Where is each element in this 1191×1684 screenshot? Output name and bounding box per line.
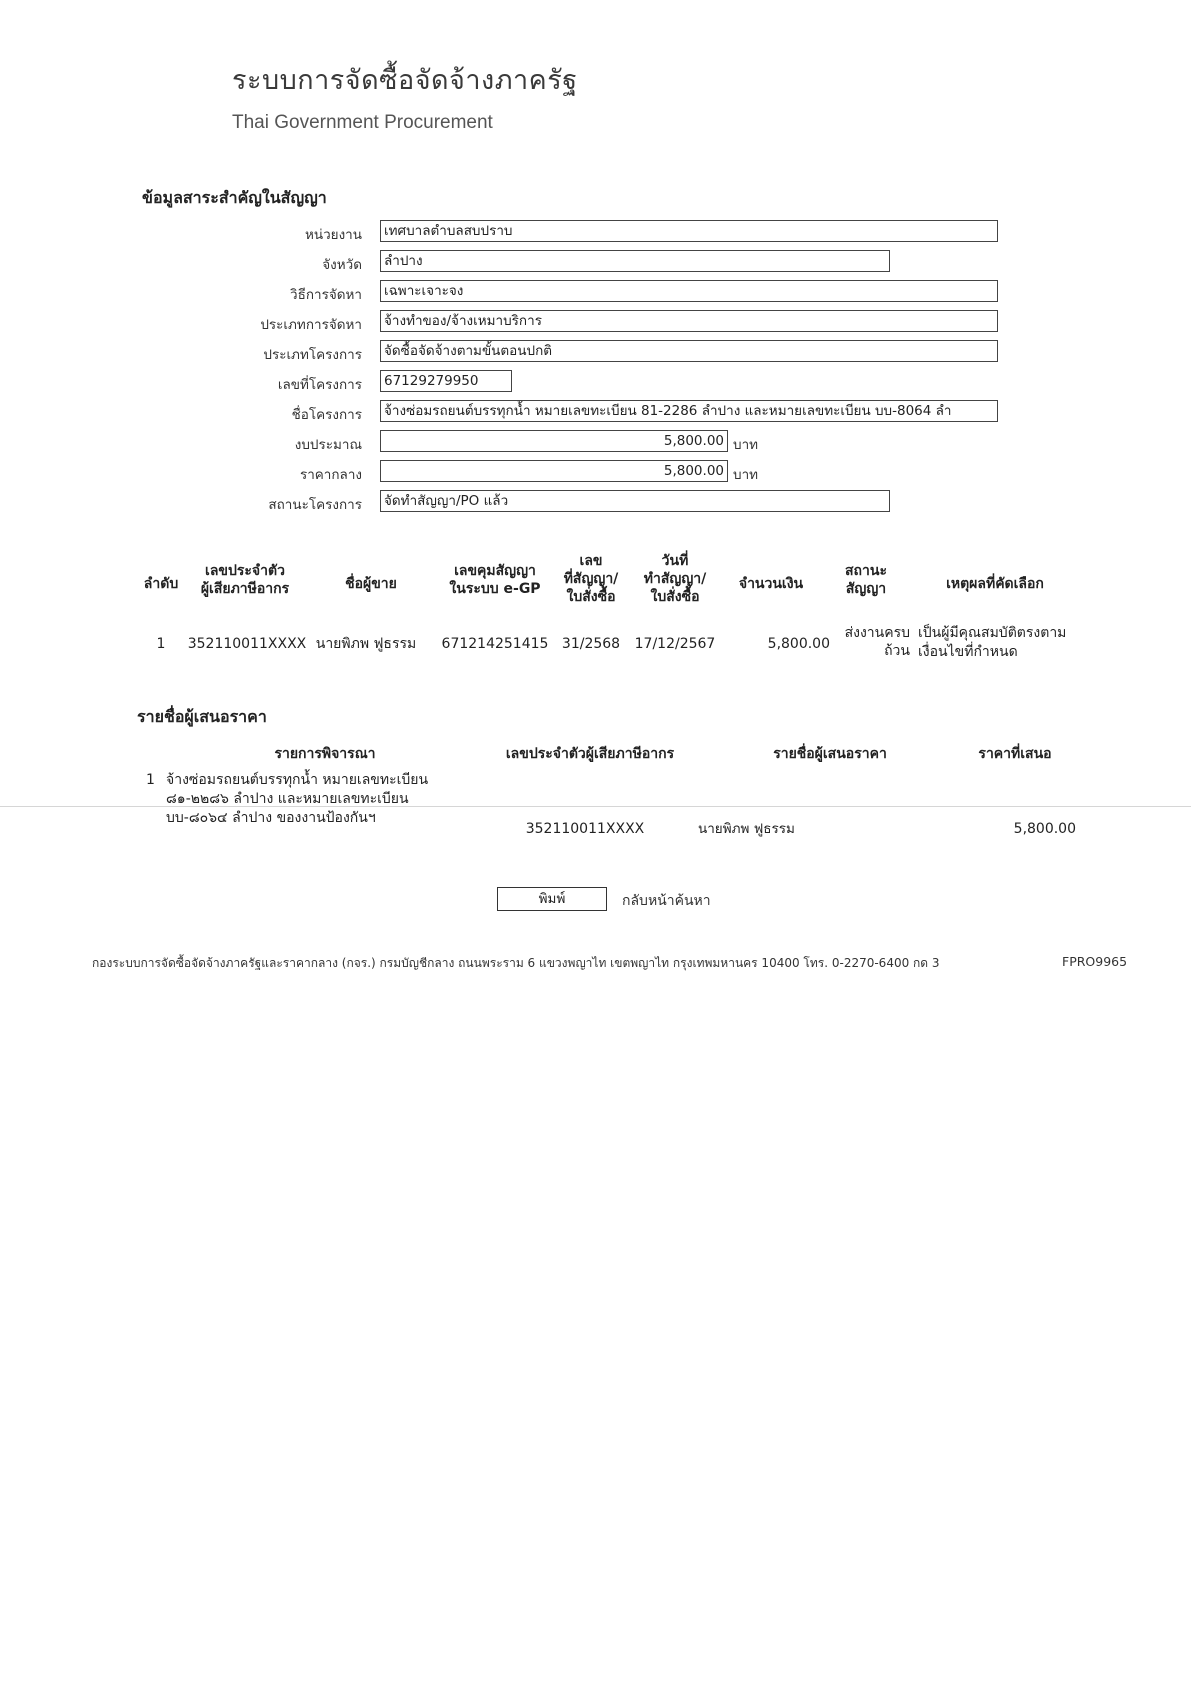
contract-row-vendor: นายพิภพ ฟูธรรม	[315, 636, 417, 652]
bid-row-price: 5,800.00	[1013, 821, 1076, 837]
contract-row-tax-id: 352110011XXXX	[187, 636, 307, 652]
print-button[interactable]: พิมพ์	[497, 887, 607, 911]
contract-row-amount: 5,800.00	[767, 636, 830, 652]
th-contract-date: วันที่ ทำสัญญา/ ใบสั่งซื้อ	[643, 553, 707, 605]
back-to-search-link[interactable]: กลับหน้าค้นหา	[622, 893, 711, 909]
contract-row-reason: เป็นผู้มีคุณสมบัติตรงตาม เงื่อนไขที่กำหนด	[918, 625, 1067, 660]
field-label-median-price: ราคากลาง	[299, 467, 362, 483]
contract-row-contract-date: 17/12/2567	[634, 636, 716, 652]
th-bid-item: รายการพิจารณา	[274, 746, 376, 762]
footer-page-code: FPRO9965	[1062, 954, 1128, 969]
bid-row-tax-id: 352110011XXXX	[525, 821, 645, 837]
th-status: สถานะ สัญญา	[845, 563, 887, 597]
field-label-project-name: ชื่อโครงการ	[291, 407, 362, 423]
field-budget: 5,800.00	[380, 430, 728, 452]
field-project-type: จัดซื้อจัดจ้างตามขั้นตอนปกติ	[380, 340, 998, 362]
contract-row-contract-no: 31/2568	[561, 636, 621, 652]
budget-unit: บาท	[733, 437, 759, 453]
th-vendor: ชื่อผู้ขาย	[345, 576, 397, 592]
contract-row-status: ส่งงานครบ ถ้วน	[844, 625, 910, 659]
th-amount: จำนวนเงิน	[738, 576, 804, 592]
th-contract-no: เลข ที่สัญญา/ ใบสั่งซื้อ	[563, 553, 619, 605]
footer-address: กองระบบการจัดซื้อจัดจ้างภาครัฐและราคากลาง (กจร.) กรมบัญชีกลาง ถนนพระราม 6 แขวงพญาไท เขตพญาไท กรุงเทพมหานคร 10400 โทร. 0-2270-6400 กด 3	[92, 956, 940, 970]
field-project-name: จ้างซ่อมรถยนต์บรรทุกน้ำ หมายเลขทะเบียน 81-2286 ลำปาง และหมายเลขทะเบียน บบ-8064 ลำ	[380, 400, 998, 422]
contract-row-egp-no: 671214251415	[441, 636, 549, 652]
th-seq: ลำดับ	[143, 576, 179, 592]
field-label-project-type: ประเภทโครงการ	[263, 347, 362, 363]
bid-row-name: นายพิภพ ฟูธรรม	[698, 821, 795, 837]
contract-info-title: ข้อมูลสาระสำคัญในสัญญา	[142, 188, 327, 207]
field-project-status: จัดทำสัญญา/PO แล้ว	[380, 490, 890, 512]
median-price-unit: บาท	[733, 467, 759, 483]
field-label-budget: งบประมาณ	[294, 437, 362, 453]
field-label-project-status: สถานะโครงการ	[268, 497, 362, 513]
th-bid-price: ราคาที่เสนอ	[978, 746, 1052, 762]
field-median-price: 5,800.00	[380, 460, 728, 482]
th-bid-tax-id: เลขประจำตัวผู้เสียภาษีอากร	[505, 746, 675, 762]
field-label-method: วิธีการจัดหา	[290, 287, 362, 303]
field-label-project-no: เลขที่โครงการ	[277, 377, 362, 393]
field-label-procurement-type: ประเภทการจัดหา	[260, 317, 362, 333]
contract-row-seq: 1	[156, 636, 166, 652]
bid-row-seq: 1	[146, 772, 155, 788]
field-province: ลำปาง	[380, 250, 890, 272]
page-subtitle: Thai Government Procurement	[232, 112, 493, 133]
bidders-title: รายชื่อผู้เสนอราคา	[137, 707, 267, 726]
field-method: เฉพาะเจาะจง	[380, 280, 998, 302]
field-procurement-type: จ้างทำของ/จ้างเหมาบริการ	[380, 310, 998, 332]
th-bid-name: รายชื่อผู้เสนอราคา	[773, 746, 887, 762]
th-egp-no: เลขคุมสัญญา ในระบบ e-GP	[449, 563, 541, 597]
field-project-no: 67129279950	[380, 370, 512, 392]
th-reason: เหตุผลที่คัดเลือก	[946, 576, 1044, 592]
th-tax-id: เลขประจำตัว ผู้เสียภาษีอากร	[200, 563, 290, 597]
field-label-agency: หน่วยงาน	[304, 227, 362, 243]
bid-row-item: จ้างซ่อมรถยนต์บรรทุกน้ำ หมายเลขทะเบียน ๘๑-๒๒๘๖ ลำปาง และหมายเลขทะเบียน บบ-๘๐๖๔ ลำปาง ของงานป้องกันฯ	[166, 772, 429, 826]
page-title: ระบบการจัดซื้อจัดจ้างภาครัฐ	[232, 65, 578, 96]
field-agency: เทศบาลตำบลสบปราบ	[380, 220, 998, 242]
field-label-province: จังหวัด	[322, 257, 362, 273]
